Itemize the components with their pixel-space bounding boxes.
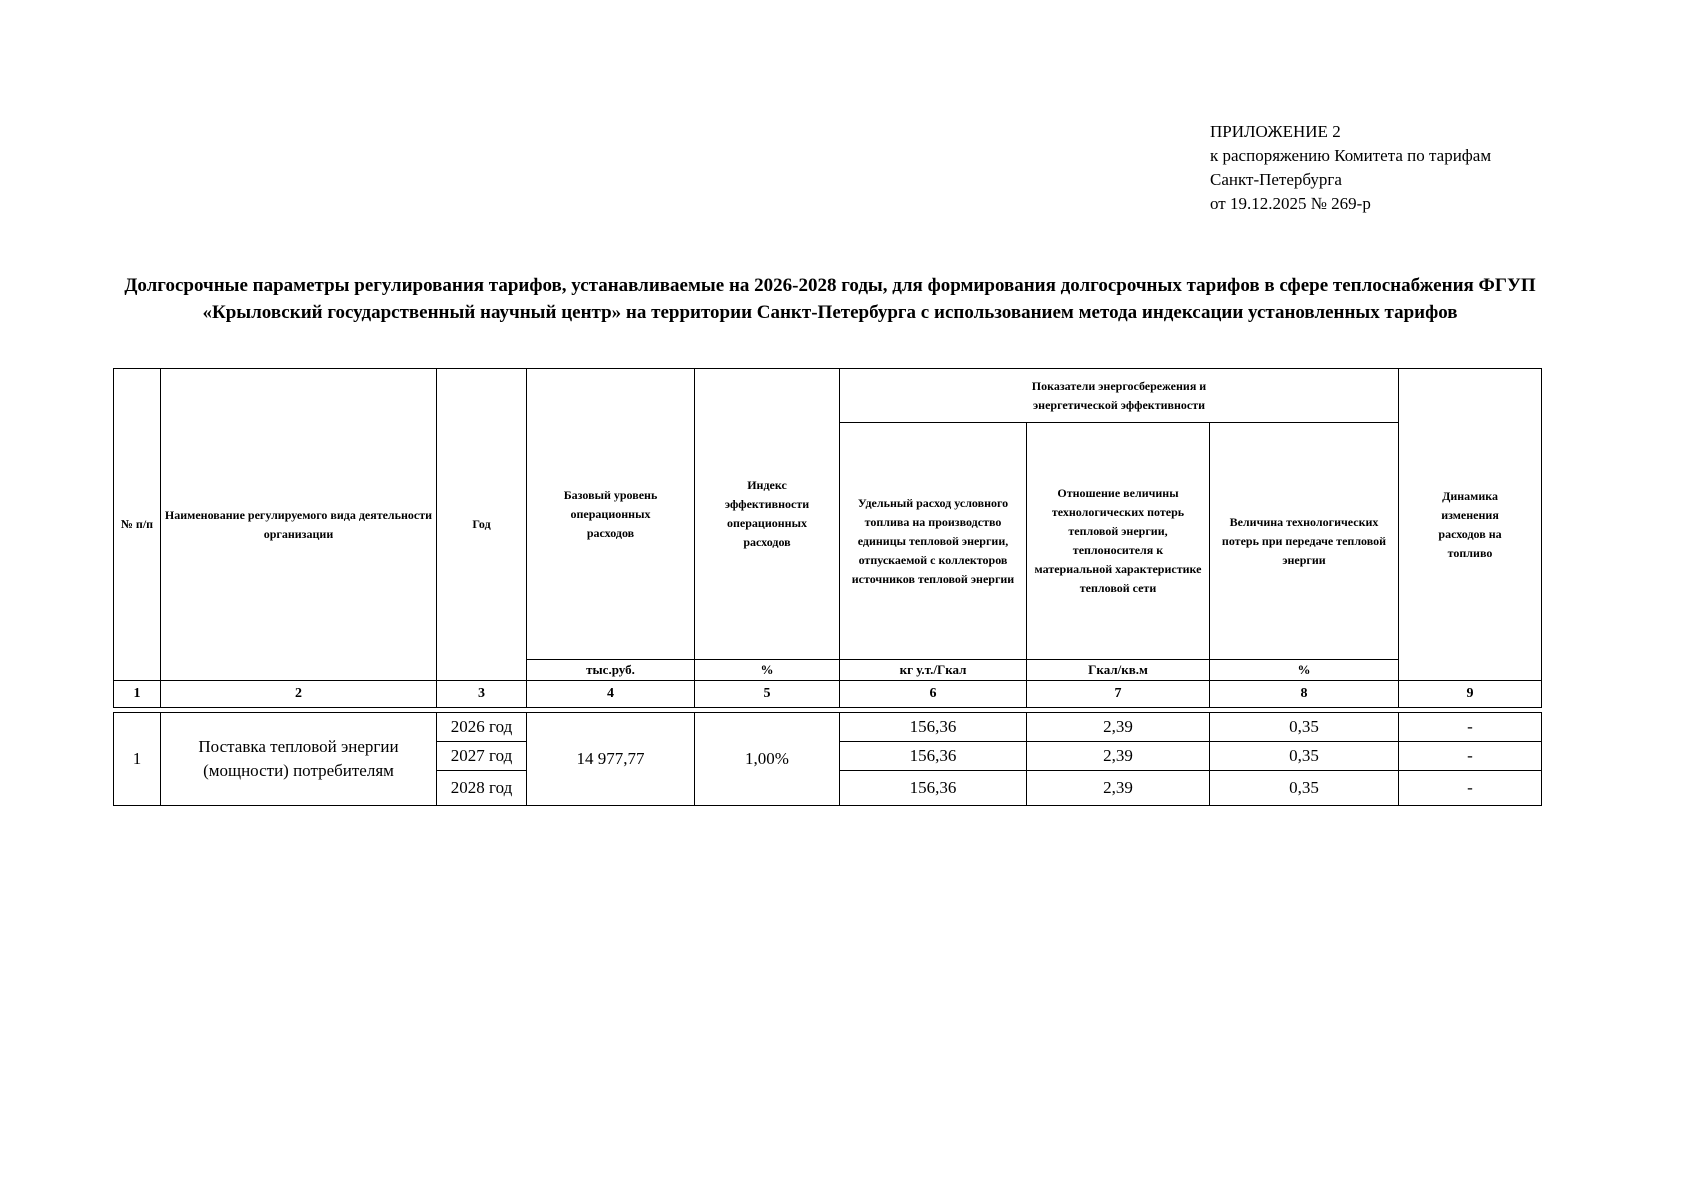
row-base-level: 14 977,77 bbox=[527, 713, 695, 806]
header-activity: Наименование регулируемого вида деятельности организации bbox=[161, 369, 437, 681]
header-num: № п/п bbox=[114, 369, 161, 681]
column-number: 5 bbox=[695, 681, 840, 708]
appendix-line-2: к распоряжению Комитета по тарифам bbox=[1210, 146, 1492, 165]
row-loss-ratio: 2,39 bbox=[1027, 771, 1210, 806]
document-title: Долгосрочные параметры регулирования тарифов, устанавливаемые на 2026-2028 годы, для формирования долгосрочных тарифов в сфере теплоснабжения ФГУП «Крыловский государственный научный центр» на территории Санкт-Петербурга с использованием метода индексации установленных тарифов bbox=[124, 275, 1536, 323]
header-fuel-dynamics: Динамика изменения расходов на топливо bbox=[1399, 369, 1542, 681]
row-activity: Поставка тепловой энергии (мощности) потребителям bbox=[161, 713, 437, 806]
row-loss-ratio: 2,39 bbox=[1027, 742, 1210, 771]
header-efficiency-index: Индекс эффективности операционных расходов bbox=[695, 369, 840, 660]
row-num: 1 bbox=[114, 713, 161, 806]
header-energy-saving-group: Показатели энергосбережения и энергетической эффективности bbox=[840, 369, 1399, 423]
header-loss-ratio: Отношение величины технологических потерь тепловой энергии, теплоносителя к материальной характеристике тепловой сети bbox=[1027, 423, 1210, 660]
header-base-level: Базовый уровень операционных расходов bbox=[527, 369, 695, 660]
appendix-line-4: от 19.12.2025 № 269-р bbox=[1210, 194, 1371, 213]
appendix-line-3: Санкт-Петербурга bbox=[1210, 170, 1342, 189]
parameters-table bbox=[113, 368, 1542, 806]
table-row bbox=[114, 713, 1542, 742]
header-loss-value: Величина технологических потерь при передаче тепловой энергии bbox=[1210, 423, 1399, 660]
row-loss-value: 0,35 bbox=[1210, 713, 1399, 742]
row-loss-value: 0,35 bbox=[1210, 742, 1399, 771]
column-number: 8 bbox=[1210, 681, 1399, 708]
unit-base-level: тыс.руб. bbox=[527, 660, 695, 681]
column-number: 4 bbox=[527, 681, 695, 708]
column-number: 6 bbox=[840, 681, 1027, 708]
row-fuel-rate: 156,36 bbox=[840, 713, 1027, 742]
appendix-block bbox=[1210, 120, 1491, 216]
column-number: 7 bbox=[1027, 681, 1210, 708]
header-year: Год bbox=[437, 369, 527, 681]
row-fuel-dynamics: - bbox=[1399, 713, 1542, 742]
column-number: 2 bbox=[161, 681, 437, 708]
column-number: 3 bbox=[437, 681, 527, 708]
appendix-line-1: ПРИЛОЖЕНИЕ 2 bbox=[1210, 122, 1341, 141]
row-year: 2026 год bbox=[437, 713, 527, 742]
row-efficiency-index: 1,00% bbox=[695, 713, 840, 806]
row-year: 2027 год bbox=[437, 742, 527, 771]
column-number: 9 bbox=[1399, 681, 1542, 708]
row-year: 2028 год bbox=[437, 771, 527, 806]
header-fuel-rate: Удельный расход условного топлива на производство единицы тепловой энергии, отпускаемой с коллекторов источников тепловой энергии bbox=[840, 423, 1027, 660]
row-fuel-dynamics: - bbox=[1399, 771, 1542, 806]
row-fuel-rate: 156,36 bbox=[840, 742, 1027, 771]
row-loss-ratio: 2,39 bbox=[1027, 713, 1210, 742]
unit-efficiency-index: % bbox=[695, 660, 840, 681]
unit-loss-value: % bbox=[1210, 660, 1399, 681]
unit-loss-ratio: Гкал/кв.м bbox=[1027, 660, 1210, 681]
unit-fuel-rate: кг у.т./Гкал bbox=[840, 660, 1027, 681]
row-fuel-rate: 156,36 bbox=[840, 771, 1027, 806]
row-fuel-dynamics: - bbox=[1399, 742, 1542, 771]
row-loss-value: 0,35 bbox=[1210, 771, 1399, 806]
column-number: 1 bbox=[114, 681, 161, 708]
